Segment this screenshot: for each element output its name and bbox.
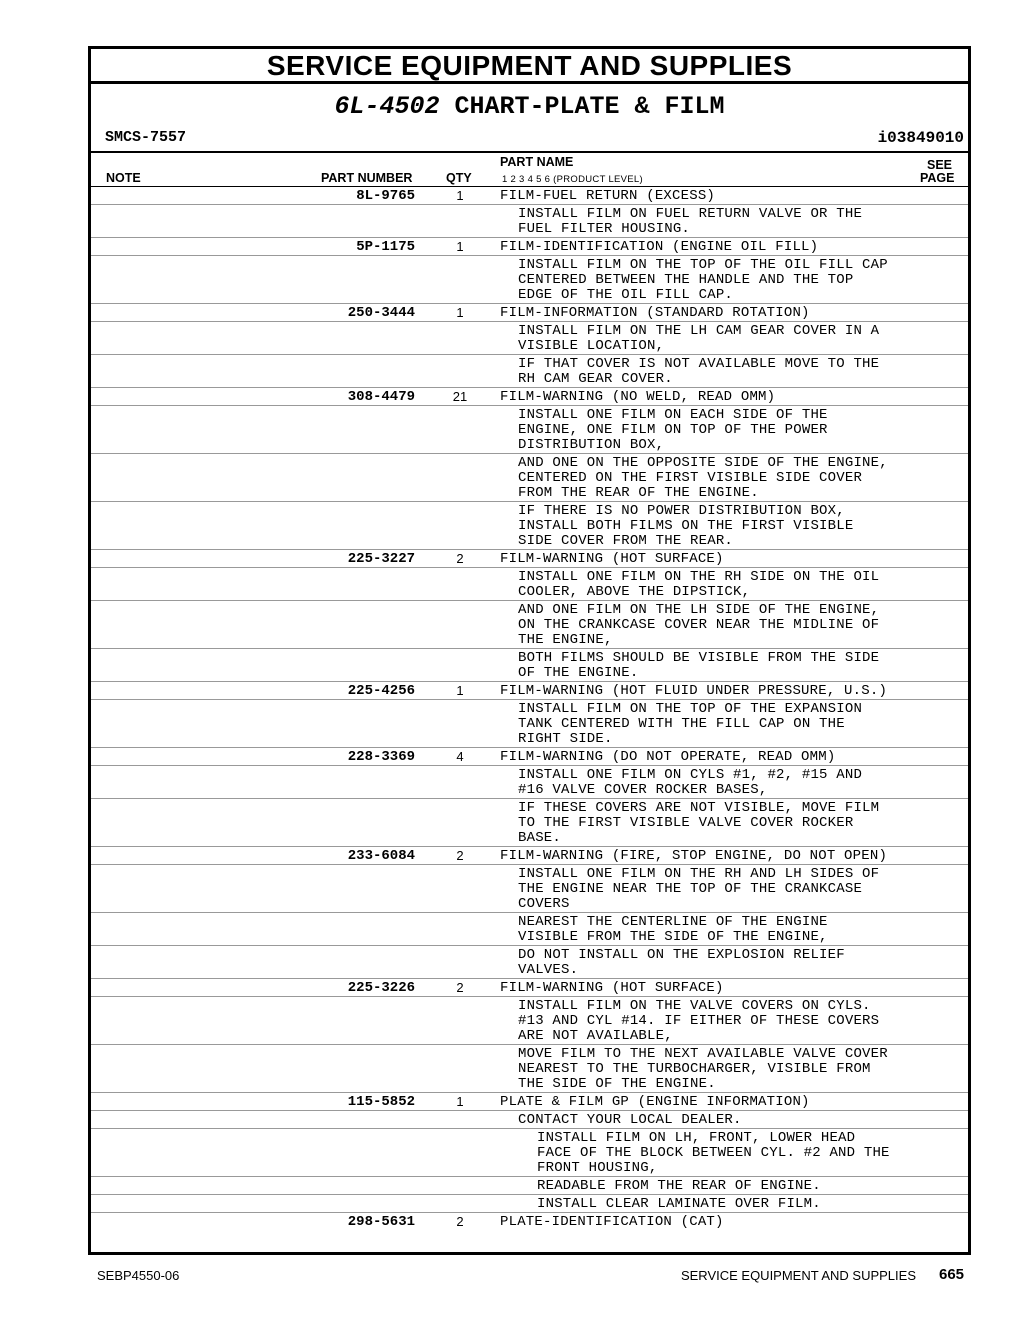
table-row xyxy=(91,1092,968,1110)
part-number: 308-4479 xyxy=(347,389,415,405)
header-qty: QTY xyxy=(446,171,472,185)
part-number: 225-3227 xyxy=(347,551,415,567)
parts-table xyxy=(91,186,968,1230)
note-row xyxy=(91,405,968,453)
part-number: 233-6084 xyxy=(347,848,415,864)
installation-note: INSTALL ONE FILM ON THE RH SIDE ON THE OIL COOLER, ABOVE THE DIPSTICK, xyxy=(518,569,880,600)
quantity: 1 xyxy=(456,188,464,203)
part-number: 8L-9765 xyxy=(356,188,415,204)
installation-note: AND ONE FILM ON THE LH SIDE OF THE ENGINE, ON THE CRANKCASE COVER NEAR THE MIDLINE OF THE ENGINE, xyxy=(518,602,880,648)
note-row xyxy=(91,1176,968,1194)
quantity: 1 xyxy=(456,305,464,320)
quantity: 1 xyxy=(456,1094,464,1109)
quantity: 4 xyxy=(456,749,464,764)
part-name: FILM-FUEL RETURN (EXCESS) xyxy=(500,188,716,204)
quantity: 21 xyxy=(452,389,468,404)
note-row xyxy=(91,354,968,387)
installation-note: IF THAT COVER IS NOT AVAILABLE MOVE TO THE RH CAM GEAR COVER. xyxy=(518,356,880,387)
group-part-number: 6L-4502 xyxy=(334,92,440,121)
installation-note: INSTALL FILM ON THE TOP OF THE OIL FILL CAP CENTERED BETWEEN THE HANDLE AND THE TOP EDGE OF THE OIL FILL CAP. xyxy=(518,257,888,303)
installation-note: INSTALL FILM ON THE VALVE COVERS ON CYLS. #13 AND CYL #14. IF EITHER OF THESE COVERS ARE NOT AVAILABLE, xyxy=(518,998,880,1044)
note-row xyxy=(91,204,968,237)
note-row xyxy=(91,1110,968,1128)
table-row xyxy=(91,1212,968,1230)
group-subtitle xyxy=(91,93,968,121)
smcs-code: SMCS-7557 xyxy=(105,129,187,146)
note-row xyxy=(91,567,968,600)
header-part-name: PART NAME xyxy=(500,155,574,169)
installation-note: INSTALL FILM ON THE TOP OF THE EXPANSION TANK CENTERED WITH THE FILL CAP ON THE RIGHT SIDE. xyxy=(518,701,863,747)
footer-section: SERVICE EQUIPMENT AND SUPPLIES xyxy=(680,1268,916,1283)
part-number: 225-3226 xyxy=(347,980,415,996)
installation-note: IF THERE IS NO POWER DISTRIBUTION BOX, INSTALL BOTH FILMS ON THE FIRST VISIBLE SIDE COVER FROM THE REAR. xyxy=(518,503,854,549)
installation-note: INSTALL ONE FILM ON CYLS #1, #2, #15 AND #16 VALVE COVER ROCKER BASES, xyxy=(518,767,863,798)
installation-note: INSTALL FILM ON LH, FRONT, LOWER HEAD FACE OF THE BLOCK BETWEEN CYL. #2 AND THE FRONT HOUSING, xyxy=(537,1130,890,1176)
note-row xyxy=(91,864,968,912)
installation-note: MOVE FILM TO THE NEXT AVAILABLE VALVE COVER NEAREST TO THE TURBOCHARGER, VISIBLE FROM THE SIDE OF THE ENGINE. xyxy=(518,1046,888,1092)
title-band xyxy=(91,49,968,84)
table-header xyxy=(91,151,968,186)
page-title: SERVICE EQUIPMENT AND SUPPLIES xyxy=(266,50,793,81)
installation-note: CONTACT YOUR LOCAL DEALER. xyxy=(518,1112,742,1128)
installation-note: INSTALL ONE FILM ON THE RH AND LH SIDES OF THE ENGINE NEAR THE TOP OF THE CRANKCASE COVERS xyxy=(518,866,880,912)
note-row xyxy=(91,945,968,978)
note-row xyxy=(91,1128,968,1176)
note-row xyxy=(91,912,968,945)
table-row xyxy=(91,303,968,321)
part-name: FILM-WARNING (HOT SURFACE) xyxy=(500,980,724,996)
note-row xyxy=(91,321,968,354)
installation-note: DO NOT INSTALL ON THE EXPLOSION RELIEF VALVES. xyxy=(518,947,845,978)
installation-note: INSTALL FILM ON FUEL RETURN VALVE OR THE FUEL FILTER HOUSING. xyxy=(518,206,863,237)
installation-note: AND ONE ON THE OPPOSITE SIDE OF THE ENGINE, CENTERED ON THE FIRST VISIBLE SIDE COVER FROM THE REAR OF THE ENGINE. xyxy=(518,455,888,501)
table-row xyxy=(91,681,968,699)
table-row xyxy=(91,978,968,996)
installation-note: INSTALL CLEAR LAMINATE OVER FILM. xyxy=(537,1196,821,1212)
installation-note: READABLE FROM THE REAR OF ENGINE. xyxy=(537,1178,821,1194)
installation-note: INSTALL ONE FILM ON EACH SIDE OF THE ENGINE, ONE FILM ON TOP OF THE POWER DISTRIBUTION BOX, xyxy=(518,407,828,453)
installation-note: NEAREST THE CENTERLINE OF THE ENGINE VISIBLE FROM THE SIDE OF THE ENGINE, xyxy=(518,914,828,945)
part-name: PLATE & FILM GP (ENGINE INFORMATION) xyxy=(500,1094,810,1110)
header-product-levels: 1 2 3 4 5 6 (PRODUCT LEVEL) xyxy=(502,174,643,185)
part-name: FILM-WARNING (DO NOT OPERATE, READ OMM) xyxy=(500,749,836,765)
note-row xyxy=(91,765,968,798)
table-row xyxy=(91,747,968,765)
group-name: CHART-PLATE & FILM xyxy=(454,92,725,121)
quantity: 2 xyxy=(456,1214,464,1229)
installation-note: IF THESE COVERS ARE NOT VISIBLE, MOVE FILM TO THE FIRST VISIBLE VALVE COVER ROCKER BASE. xyxy=(518,800,880,846)
part-name: PLATE-IDENTIFICATION (CAT) xyxy=(500,1214,724,1230)
note-row xyxy=(91,255,968,303)
table-row xyxy=(91,186,968,204)
footer-doc-id: SEBP4550-06 xyxy=(97,1268,180,1283)
note-row xyxy=(91,1044,968,1092)
quantity: 2 xyxy=(456,848,464,863)
quantity: 2 xyxy=(456,551,464,566)
quantity: 1 xyxy=(456,239,464,254)
note-row xyxy=(91,453,968,501)
document-frame xyxy=(88,46,971,1255)
part-number: 225-4256 xyxy=(347,683,415,699)
header-see: SEE xyxy=(927,158,953,172)
part-name: FILM-WARNING (FIRE, STOP ENGINE, DO NOT OPEN) xyxy=(500,848,888,864)
illustration-id: i03849010 xyxy=(877,129,964,147)
quantity: 2 xyxy=(456,980,464,995)
part-number: 228-3369 xyxy=(347,749,415,765)
header-part-number: PART NUMBER xyxy=(321,171,413,185)
part-name: FILM-WARNING (HOT FLUID UNDER PRESSURE, U.S.) xyxy=(500,683,888,699)
part-name: FILM-WARNING (HOT SURFACE) xyxy=(500,551,724,567)
part-number: 250-3444 xyxy=(347,305,415,321)
header-page: PAGE xyxy=(920,171,955,185)
table-row xyxy=(91,237,968,255)
table-row xyxy=(91,549,968,567)
part-number: 5P-1175 xyxy=(356,239,415,255)
header-note: NOTE xyxy=(106,171,141,185)
footer-page-number: 665 xyxy=(939,1266,965,1283)
note-row xyxy=(91,699,968,747)
part-name: FILM-INFORMATION (STANDARD ROTATION) xyxy=(500,305,810,321)
table-row xyxy=(91,846,968,864)
note-row xyxy=(91,501,968,549)
note-row xyxy=(91,798,968,846)
note-row xyxy=(91,648,968,681)
part-number: 298-5631 xyxy=(347,1214,415,1230)
installation-note: BOTH FILMS SHOULD BE VISIBLE FROM THE SIDE OF THE ENGINE. xyxy=(518,650,880,681)
note-row xyxy=(91,1194,968,1212)
part-name: FILM-WARNING (NO WELD, READ OMM) xyxy=(500,389,776,405)
installation-note: INSTALL FILM ON THE LH CAM GEAR COVER IN A VISIBLE LOCATION, xyxy=(518,323,880,354)
part-number: 115-5852 xyxy=(347,1094,415,1110)
note-row xyxy=(91,996,968,1044)
note-row xyxy=(91,600,968,648)
quantity: 1 xyxy=(456,683,464,698)
table-row xyxy=(91,387,968,405)
part-name: FILM-IDENTIFICATION (ENGINE OIL FILL) xyxy=(500,239,819,255)
